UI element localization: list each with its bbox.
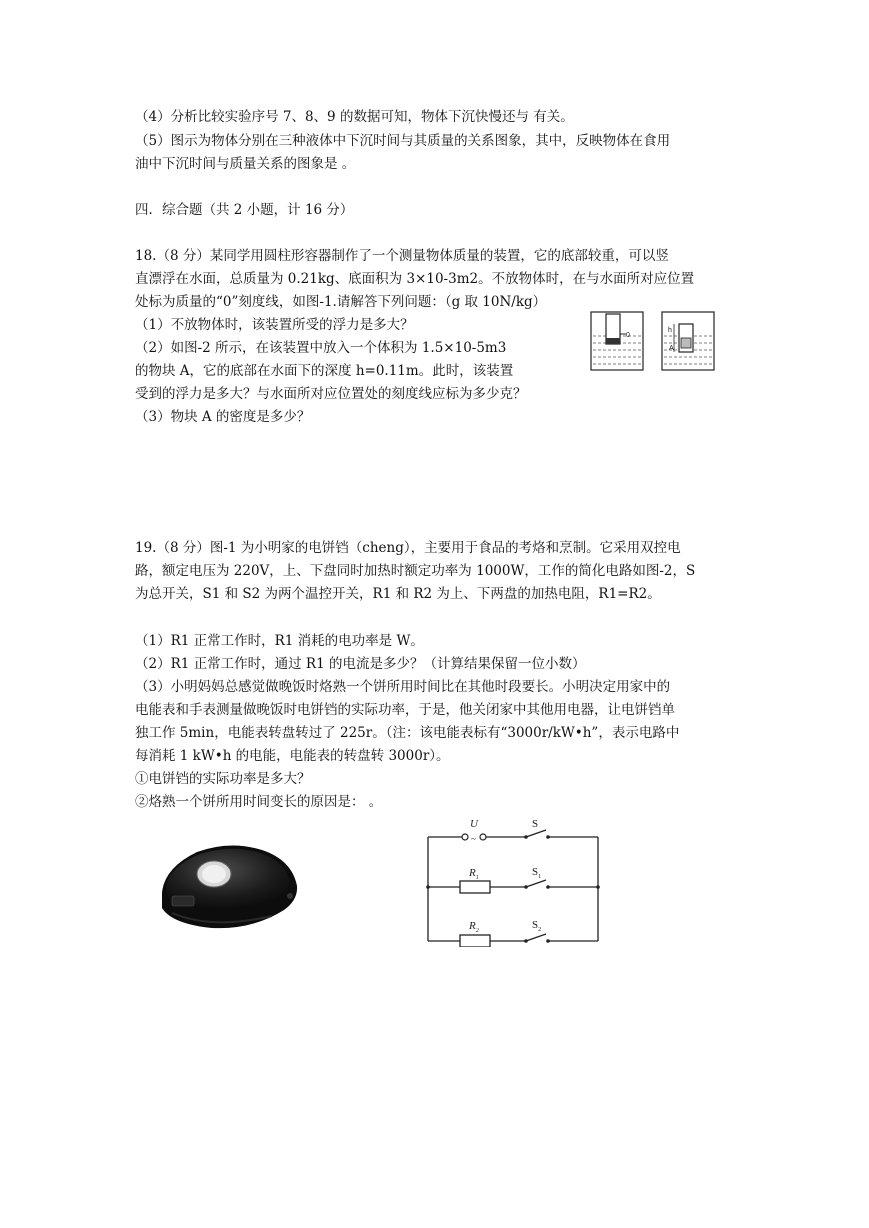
q18-line-4: （1）不放物体时，该装置所受的浮力是多大？ [135, 317, 414, 333]
q19-line-2: 路，额定电压为 220V，上、下盘同时加热时额定功率为 1000W，工作的简化电路如图-2，S [135, 563, 696, 579]
q17-line-4: （4）分析比较实验序号 7、8、9 的数据可知，物体下沉快慢还与 有关。 [135, 109, 574, 125]
s1-label: $S_1$ [532, 866, 542, 880]
q19-line-5: （2）R1 正常工作时，通过 R1 的电流是多少？（计算结果保留一位小数） [135, 656, 586, 672]
figure-label-a: A [669, 345, 674, 352]
q18-line-1: 18.（8 分）某同学用圆柱形容器制作了一个测量物体质量的装置，它的底部较重，可以竖 [135, 248, 669, 264]
q19-line-6: （3）小明妈妈总感觉做晚饭时烙熟一个饼所用时间比在其他时段要长。小明决定用家中的 [135, 679, 671, 695]
source-voltage-label: U [470, 818, 478, 830]
q17-line-5b: 油中下沉时间与质量关系的图象是 。 [135, 156, 356, 172]
q19-line-9: 每消耗 1 kW•h 的电能，电能表的转盘转 3000r）。 [135, 748, 450, 764]
q18-figure-2 [659, 310, 717, 374]
q18-line-5: （2）如图-2 所示，在该装置中放入一个体积为 1.5×10-5m3 [135, 340, 507, 356]
q19-line-10: ①电饼铛的实际功率是多大？ [135, 771, 311, 787]
section-heading: 四．综合题（共 2 小题，计 16 分） [135, 202, 354, 218]
ac-symbol: ~ [471, 834, 476, 844]
q19-line-8: 独工作 5min，电能表转盘转过了 225r。（注：该电能表标有“3000r/kW•h”，表示电路中 [135, 725, 680, 741]
r1-label: $R_1$ [469, 867, 479, 881]
q18-figure-1 [588, 310, 646, 374]
q19-line-1: 19.（8 分）图-1 为小明家的电饼铛（cheng），主要用于食品的考烙和烹制。它采用双控电 [135, 540, 681, 556]
q19-line-11: ②烙熟一个饼所用时间变长的原因是： 。 [135, 794, 383, 810]
q19-line-4: （1）R1 正常工作时，R1 消耗的电功率是 W。 [135, 633, 424, 649]
main-switch-label: S [532, 818, 539, 830]
q18-line-7: 受到的浮力是多大？与水面所对应位置处的刻度线应标为多少克？ [135, 386, 527, 402]
q18-line-3: 处标为质量的“0”刻度线，如图-1.请解答下列问题：（g 取 10N/kg） [135, 294, 547, 310]
baking-pan-image [152, 838, 304, 934]
figure-label-h: h [668, 327, 672, 334]
q18-line-2: 直漂浮在水面，总质量为 0.21kg、底面积为 3×10-3m2。不放物体时，在与水面所对应位置 [135, 271, 695, 287]
svg-text:0: 0 [626, 332, 630, 339]
q19-line-3: 为总开关，S1 和 S2 为两个温控开关，R1 和 R2 为上、下两盘的加热电阻，R1=R2。 [135, 586, 661, 602]
circuit-diagram [420, 815, 612, 947]
r2-label: $R_2$ [469, 920, 479, 934]
q19-line-7: 电能表和手表测量做晚饭时电饼铛的实际功率，于是，他关闭家中其他用电器，让电饼铛单 [135, 702, 675, 718]
q17-line-5a: （5）图示为物体分别在三种液体中下沉时间与其质量的关系图象，其中，反映物体在食用 [135, 133, 671, 149]
q18-line-8: （3）物块 A 的密度是多少？ [135, 409, 311, 425]
s2-label: $S_2$ [532, 919, 542, 933]
q18-line-6: 的物块 A，它的底部在水面下的深度 h=0.11m。此时，该装置 [135, 363, 514, 379]
